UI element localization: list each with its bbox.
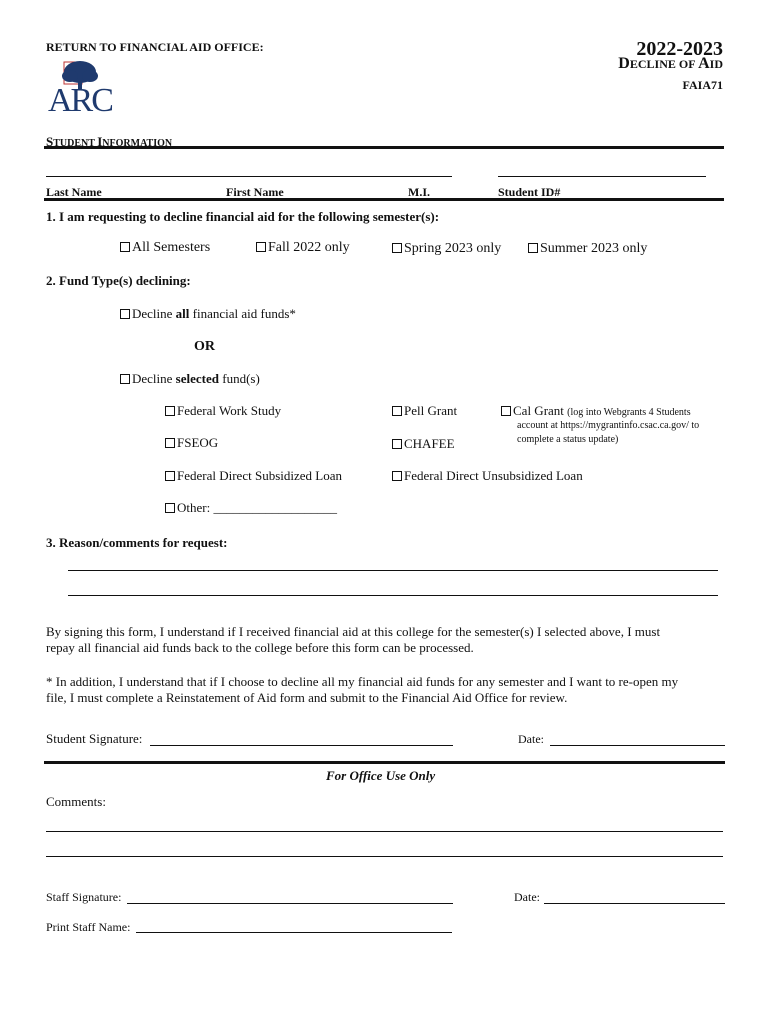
checkbox[interactable] <box>256 242 266 252</box>
q3-label: 3. Reason/comments for request: <box>46 535 228 550</box>
office-use-heading: For Office Use Only <box>326 768 436 783</box>
reason-line[interactable] <box>68 570 718 571</box>
student-signature-label: Student Signature: <box>46 731 143 746</box>
student-id-label: Student ID# <box>498 185 561 199</box>
statement-line: repay all financial aid funds back to the college before this form can be processed. <box>46 640 474 655</box>
checkbox[interactable] <box>120 242 130 252</box>
fund-fseog[interactable]: FSEOG <box>165 435 218 451</box>
comments-line[interactable] <box>46 831 723 832</box>
form-title: DECLINE OF AID <box>618 55 723 72</box>
cal-grant-note: complete a status update) <box>517 434 619 445</box>
checkbox[interactable] <box>165 471 175 481</box>
staff-signature-line[interactable] <box>127 903 453 904</box>
last-name-label: Last Name <box>46 185 102 199</box>
student-info-heading: STUDENT INFORMATION <box>46 134 173 149</box>
fund-pell-grant[interactable]: Pell Grant <box>392 403 457 419</box>
staff-date-line[interactable] <box>544 903 725 904</box>
checkbox[interactable] <box>120 309 130 319</box>
fund-other[interactable]: Other: ___________________ <box>165 500 337 516</box>
decline-all-option[interactable]: Decline all financial aid funds* <box>120 306 296 322</box>
name-field-line[interactable] <box>46 176 452 177</box>
option-spring-2023[interactable]: Spring 2023 only <box>392 241 501 257</box>
print-staff-name-line[interactable] <box>136 932 452 933</box>
form-code: FAIA71 <box>682 78 723 92</box>
mi-label: M.I. <box>408 185 430 199</box>
checkbox[interactable] <box>120 374 130 384</box>
cal-grant-note: account at https://mygrantinfo.csac.ca.gov/ to <box>517 420 700 431</box>
checkbox[interactable] <box>501 406 511 416</box>
checkbox[interactable] <box>392 439 402 449</box>
arc-logo <box>48 58 118 120</box>
reason-line[interactable] <box>68 595 718 596</box>
checkbox[interactable] <box>528 243 538 253</box>
fund-chafee[interactable]: CHAFEE <box>392 436 455 452</box>
option-summer-2023[interactable]: Summer 2023 only <box>528 241 647 257</box>
student-date-line[interactable] <box>550 745 725 746</box>
staff-signature-label: Staff Signature: <box>46 890 122 904</box>
fund-subsidized-loan[interactable]: Federal Direct Subsidized Loan <box>165 468 342 484</box>
fund-cal-grant[interactable]: Cal Grant (log into Webgrants 4 Students <box>501 403 691 419</box>
comments-label: Comments: <box>46 794 106 809</box>
return-to-label: RETURN TO FINANCIAL AID OFFICE: <box>46 40 264 54</box>
option-fall-2022[interactable]: Fall 2022 only <box>256 240 350 256</box>
logo-text: ARC <box>48 82 112 119</box>
student-date-label: Date: <box>518 732 544 746</box>
form-year: 2022-2023 <box>636 38 723 60</box>
checkbox[interactable] <box>165 438 175 448</box>
fund-federal-work-study[interactable]: Federal Work Study <box>165 403 281 419</box>
checkbox[interactable] <box>392 406 402 416</box>
q1-label: 1. I am requesting to decline financial aid for the following semester(s): <box>46 209 440 224</box>
option-all-semesters[interactable]: All Semesters <box>120 240 210 256</box>
statement-line: * In addition, I understand that if I choose to decline all my financial aid funds for any semester and I want to re-open my <box>46 674 679 689</box>
section-divider <box>44 146 724 149</box>
fund-unsubsidized-loan[interactable]: Federal Direct Unsubsidized Loan <box>392 468 583 484</box>
statement-line: file, I must complete a Reinstatement of Aid form and submit to the Financial Aid Office for review. <box>46 690 568 705</box>
q2-label: 2. Fund Type(s) declining: <box>46 273 191 288</box>
checkbox[interactable] <box>165 406 175 416</box>
or-label: OR <box>194 339 215 354</box>
first-name-label: First Name <box>226 185 284 199</box>
checkbox[interactable] <box>165 503 175 513</box>
office-divider <box>44 761 725 764</box>
statement-line: By signing this form, I understand if I received financial aid at this college for the semester(s) I selected above, I must <box>46 624 661 639</box>
section-divider <box>44 198 724 201</box>
print-staff-name-label: Print Staff Name: <box>46 920 131 934</box>
checkbox[interactable] <box>392 243 402 253</box>
decline-selected-option[interactable]: Decline selected fund(s) <box>120 371 260 387</box>
staff-date-label: Date: <box>514 890 540 904</box>
student-id-field-line[interactable] <box>498 176 706 177</box>
comments-line[interactable] <box>46 856 723 857</box>
student-signature-line[interactable] <box>150 745 453 746</box>
checkbox[interactable] <box>392 471 402 481</box>
